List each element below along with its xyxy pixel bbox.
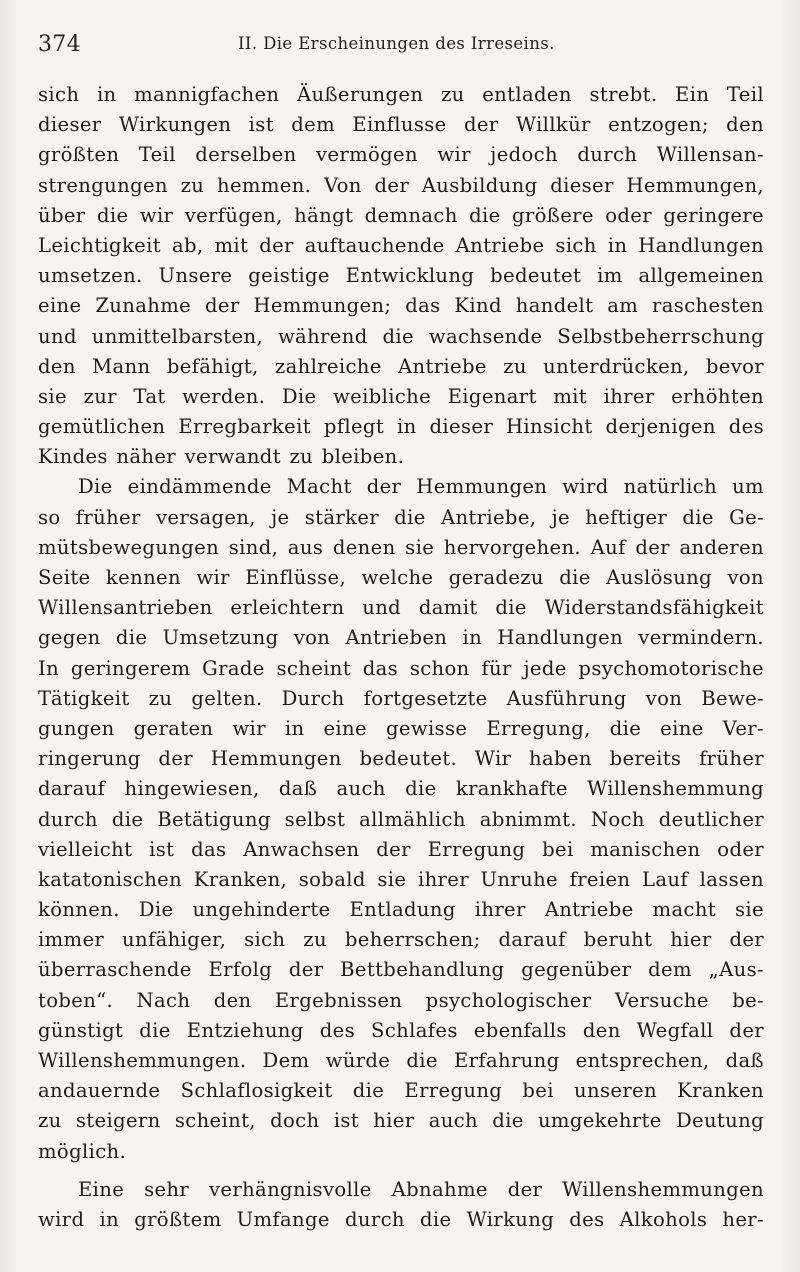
text-line: mütsbewegungen sind, aus denen sie hervorgehen. Auf der anderen — [38, 535, 764, 559]
text-line: vielleicht ist das Anwachsen der Erregung bei manischen oder — [38, 837, 764, 861]
text-line: so früher versagen, je stärker die Antriebe, je heftiger die Ge- — [38, 505, 764, 529]
text-line: Kindes näher verwandt zu bleiben. — [38, 445, 405, 469]
body-text — [38, 80, 764, 1235]
paragraph — [38, 80, 764, 472]
text-line: gungen geraten wir in eine gewisse Erregung, die eine Ver- — [38, 716, 764, 740]
text-line: sie zur Tat werden. Die weibliche Eigenart mit ihrer erhöhten — [38, 384, 764, 408]
text-line: dieser Wirkungen ist dem Einflusse der Willkür entzogen; den — [38, 113, 764, 137]
text-line: eine Zunahme der Hemmungen; das Kind handelt am raschesten — [38, 294, 764, 318]
text-line: strengungen zu hemmen. Von der Ausbildung dieser Hemmungen, — [38, 173, 764, 197]
text-line: gemütlichen Erregbarkeit pflegt in dieser Hinsicht derjenigen des — [38, 415, 764, 439]
text-line: Seite kennen wir Einflüsse, welche geradezu die Auslösung von — [38, 566, 764, 589]
text-line: katatonischen Kranken, sobald sie ihrer Unruhe freien Lauf lassen — [38, 867, 764, 891]
text-line: In geringerem Grade scheint das schon für jede psychomotorische — [38, 656, 764, 680]
text-line: wird in größtem Umfange durch die Wirkung des Alkohols her- — [38, 1207, 764, 1231]
text-line: günstigt die Entziehung des Schlafes ebenfalls den Wegfall der — [38, 1018, 764, 1042]
page-header — [38, 30, 764, 64]
text-line: über die wir verfügen, hängt demnach die größere oder geringere — [38, 203, 764, 227]
text-line: Willenshemmungen. Dem würde die Erfahrung entsprechen, daß — [38, 1049, 764, 1072]
text-line: überraschende Erfolg der Bettbehandlung gegenüber dem „Aus- — [38, 958, 764, 982]
text-line: darauf hingewiesen, daß auch die krankhafte Willenshemmung — [38, 777, 764, 801]
text-line: zu steigern scheint, doch ist hier auch die umgekehrte Deutung — [38, 1109, 764, 1133]
text-line: Eine sehr verhängnisvolle Abnahme der Willenshemmungen — [78, 1177, 764, 1201]
text-line: sich in mannigfachen Äußerungen zu entladen strebt. Ein Teil — [38, 83, 764, 106]
text-line: ringerung der Hemmungen bedeutet. Wir haben bereits früher — [38, 747, 764, 771]
text-line: toben“. Nach den Ergebnissen psychologischer Versuche be- — [38, 988, 764, 1012]
text-line: andauernde Schlaflosigkeit die Erregung bei unseren Kranken — [38, 1079, 764, 1103]
text-line: und unmittelbarsten, während die wachsende Selbstbeherrschung — [38, 324, 764, 348]
text-line: den Mann befähigt, zahlreiche Antriebe zu unterdrücken, bevor — [38, 354, 764, 378]
paragraph — [38, 472, 764, 1166]
paragraph — [38, 1175, 764, 1235]
text-line: Tätigkeit zu gelten. Durch fortgesetzte Ausführung von Bewe- — [38, 686, 764, 710]
text-line: möglich. — [38, 1139, 127, 1163]
text-line: größten Teil derselben vermögen wir jedoch durch Willensan- — [38, 143, 764, 167]
text-line: Die eindämmende Macht der Hemmungen wird natürlich um — [78, 475, 764, 499]
running-head: II. Die Erscheinungen des Irreseins. — [238, 34, 555, 53]
text-line: Willensantrieben erleichtern und damit die Widerstandsfähigkeit — [38, 596, 764, 620]
text-line: durch die Betätigung selbst allmählich abnimmt. Noch deutlicher — [38, 807, 764, 831]
page-number: 374 — [38, 32, 81, 57]
text-line: immer unfähiger, sich zu beherrschen; darauf beruht hier der — [38, 928, 764, 952]
text-line: umsetzen. Unsere geistige Entwicklung bedeutet im allgemeinen — [38, 264, 764, 288]
text-line: gegen die Umsetzung von Antrieben in Handlungen vermindern. — [38, 626, 764, 650]
text-line: Leichtigkeit ab, mit der auftauchende Antriebe sich in Handlungen — [38, 233, 764, 257]
text-line: können. Die ungehinderte Entladung ihrer Antriebe macht sie — [38, 898, 764, 922]
